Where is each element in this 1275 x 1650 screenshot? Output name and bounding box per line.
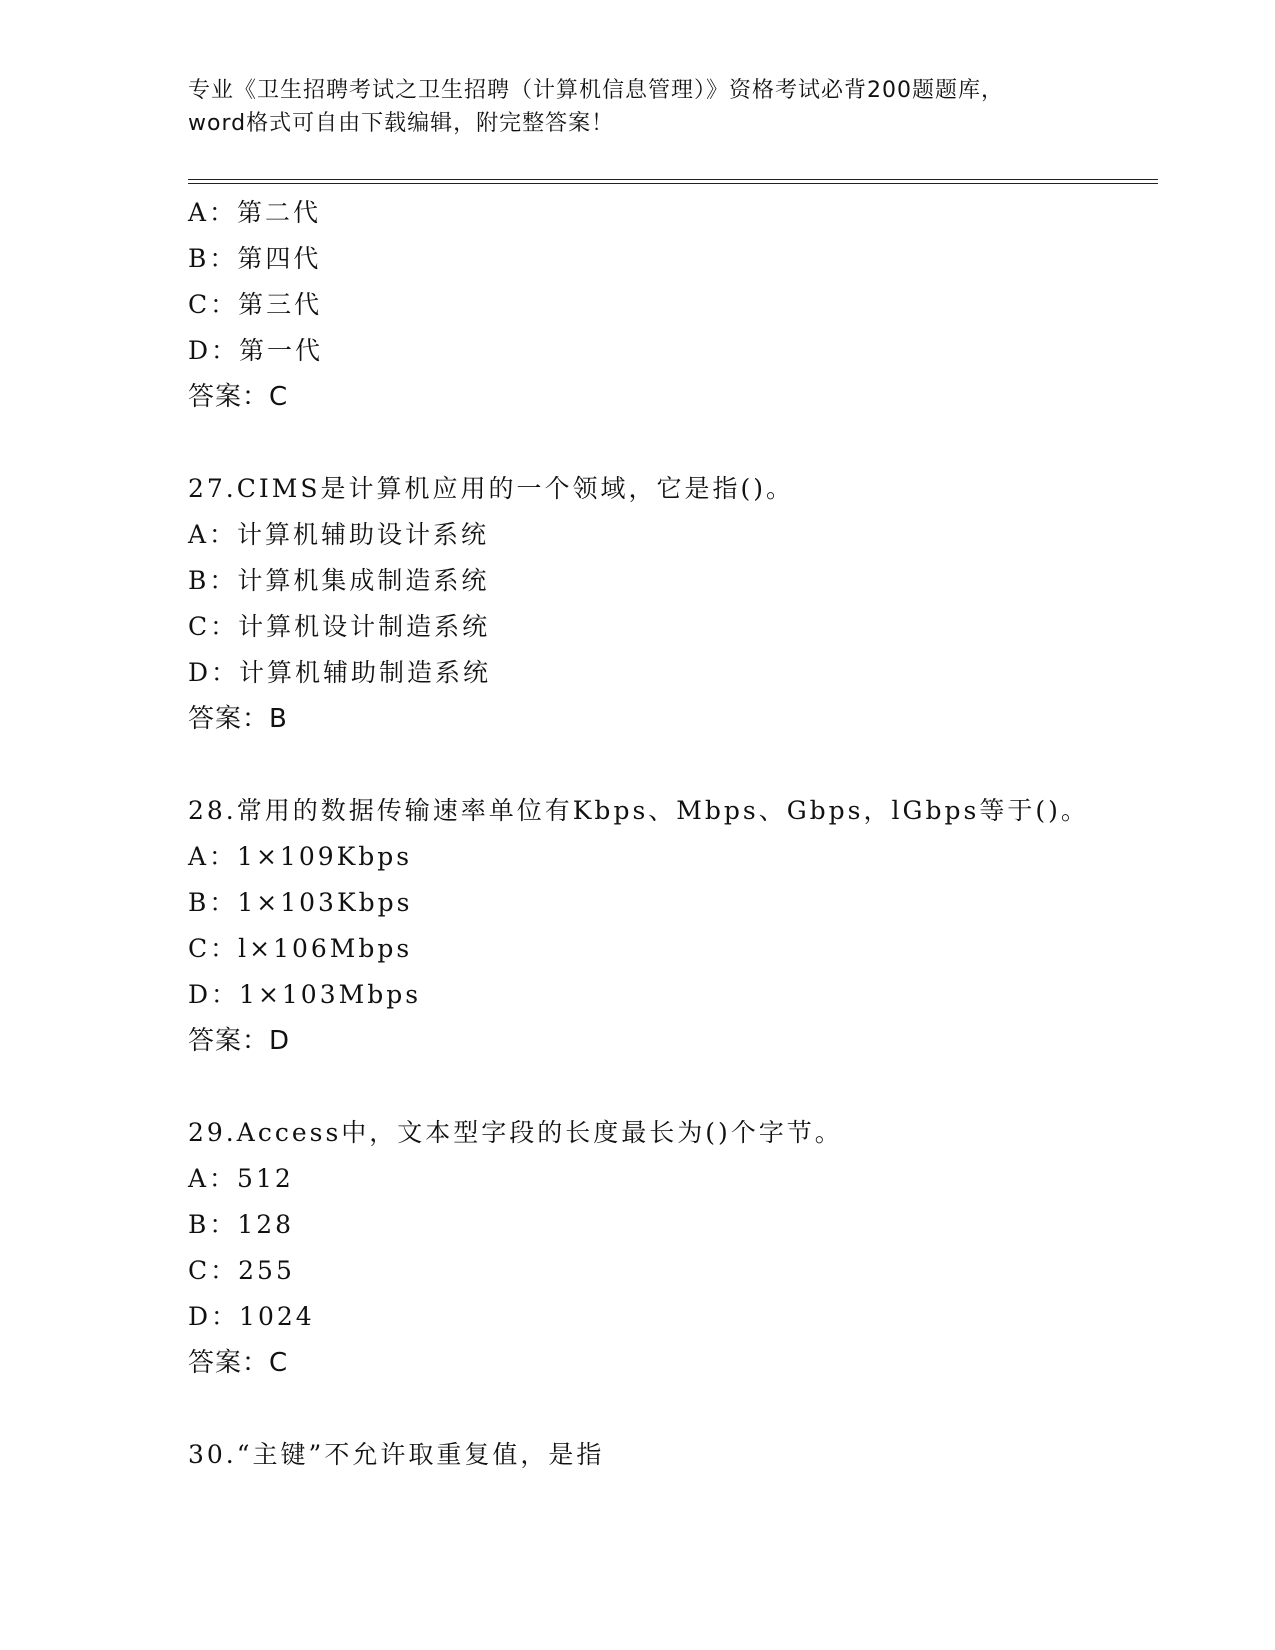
option-a: A：计算机辅助设计系统 <box>188 520 490 549</box>
option-c: C：l×106Mbps <box>188 934 413 963</box>
question-text: 29.Access中，文本型字段的长度最长为()个字节。 <box>188 1118 843 1147</box>
document-page <box>188 0 1158 1650</box>
option-b: B：第四代 <box>188 244 322 273</box>
answer-line: 答案：C <box>188 1348 289 1378</box>
option-a: A：512 <box>188 1164 294 1193</box>
option-b: B：128 <box>188 1210 295 1239</box>
option-c: C：255 <box>188 1256 295 1285</box>
option-c: C：第三代 <box>188 290 323 319</box>
header-divider <box>188 179 1158 184</box>
question-block-30 <box>188 1432 1158 1478</box>
option-d: D：1×103Mbps <box>188 980 422 1009</box>
header-title-line1: 专业《卫生招聘考试之卫生招聘（计算机信息管理）》资格考试必背200题题库， <box>188 78 1004 103</box>
question-block-27 <box>188 466 1158 742</box>
answer-line: 答案：C <box>188 382 289 412</box>
question-block-28 <box>188 788 1158 1064</box>
option-c: C：计算机设计制造系统 <box>188 612 491 641</box>
option-a: A：第二代 <box>188 198 322 227</box>
option-d: D：1024 <box>188 1302 315 1331</box>
answer-line: 答案：D <box>188 1026 291 1056</box>
question-text: 27.CIMS是计算机应用的一个领域，它是指()。 <box>188 474 794 503</box>
question-block-26 <box>188 190 1158 420</box>
option-b: B：1×103Kbps <box>188 888 413 917</box>
document-header <box>188 74 1128 140</box>
question-text: 28.常用的数据传输速率单位有Kbps、Mbps、Gbps，lGbps等于()。 <box>188 796 1089 825</box>
question-block-29 <box>188 1110 1158 1386</box>
option-d: D：第一代 <box>188 336 324 365</box>
question-text: 30.“主键”不允许取重复值，是指 <box>188 1440 605 1469</box>
option-d: D：计算机辅助制造系统 <box>188 658 492 687</box>
header-title-line2: word格式可自由下载编辑，附完整答案！ <box>188 111 615 136</box>
option-a: A：1×109Kbps <box>188 842 413 871</box>
option-b: B：计算机集成制造系统 <box>188 566 490 595</box>
question-list <box>188 190 1158 1478</box>
answer-line: 答案：B <box>188 704 288 734</box>
